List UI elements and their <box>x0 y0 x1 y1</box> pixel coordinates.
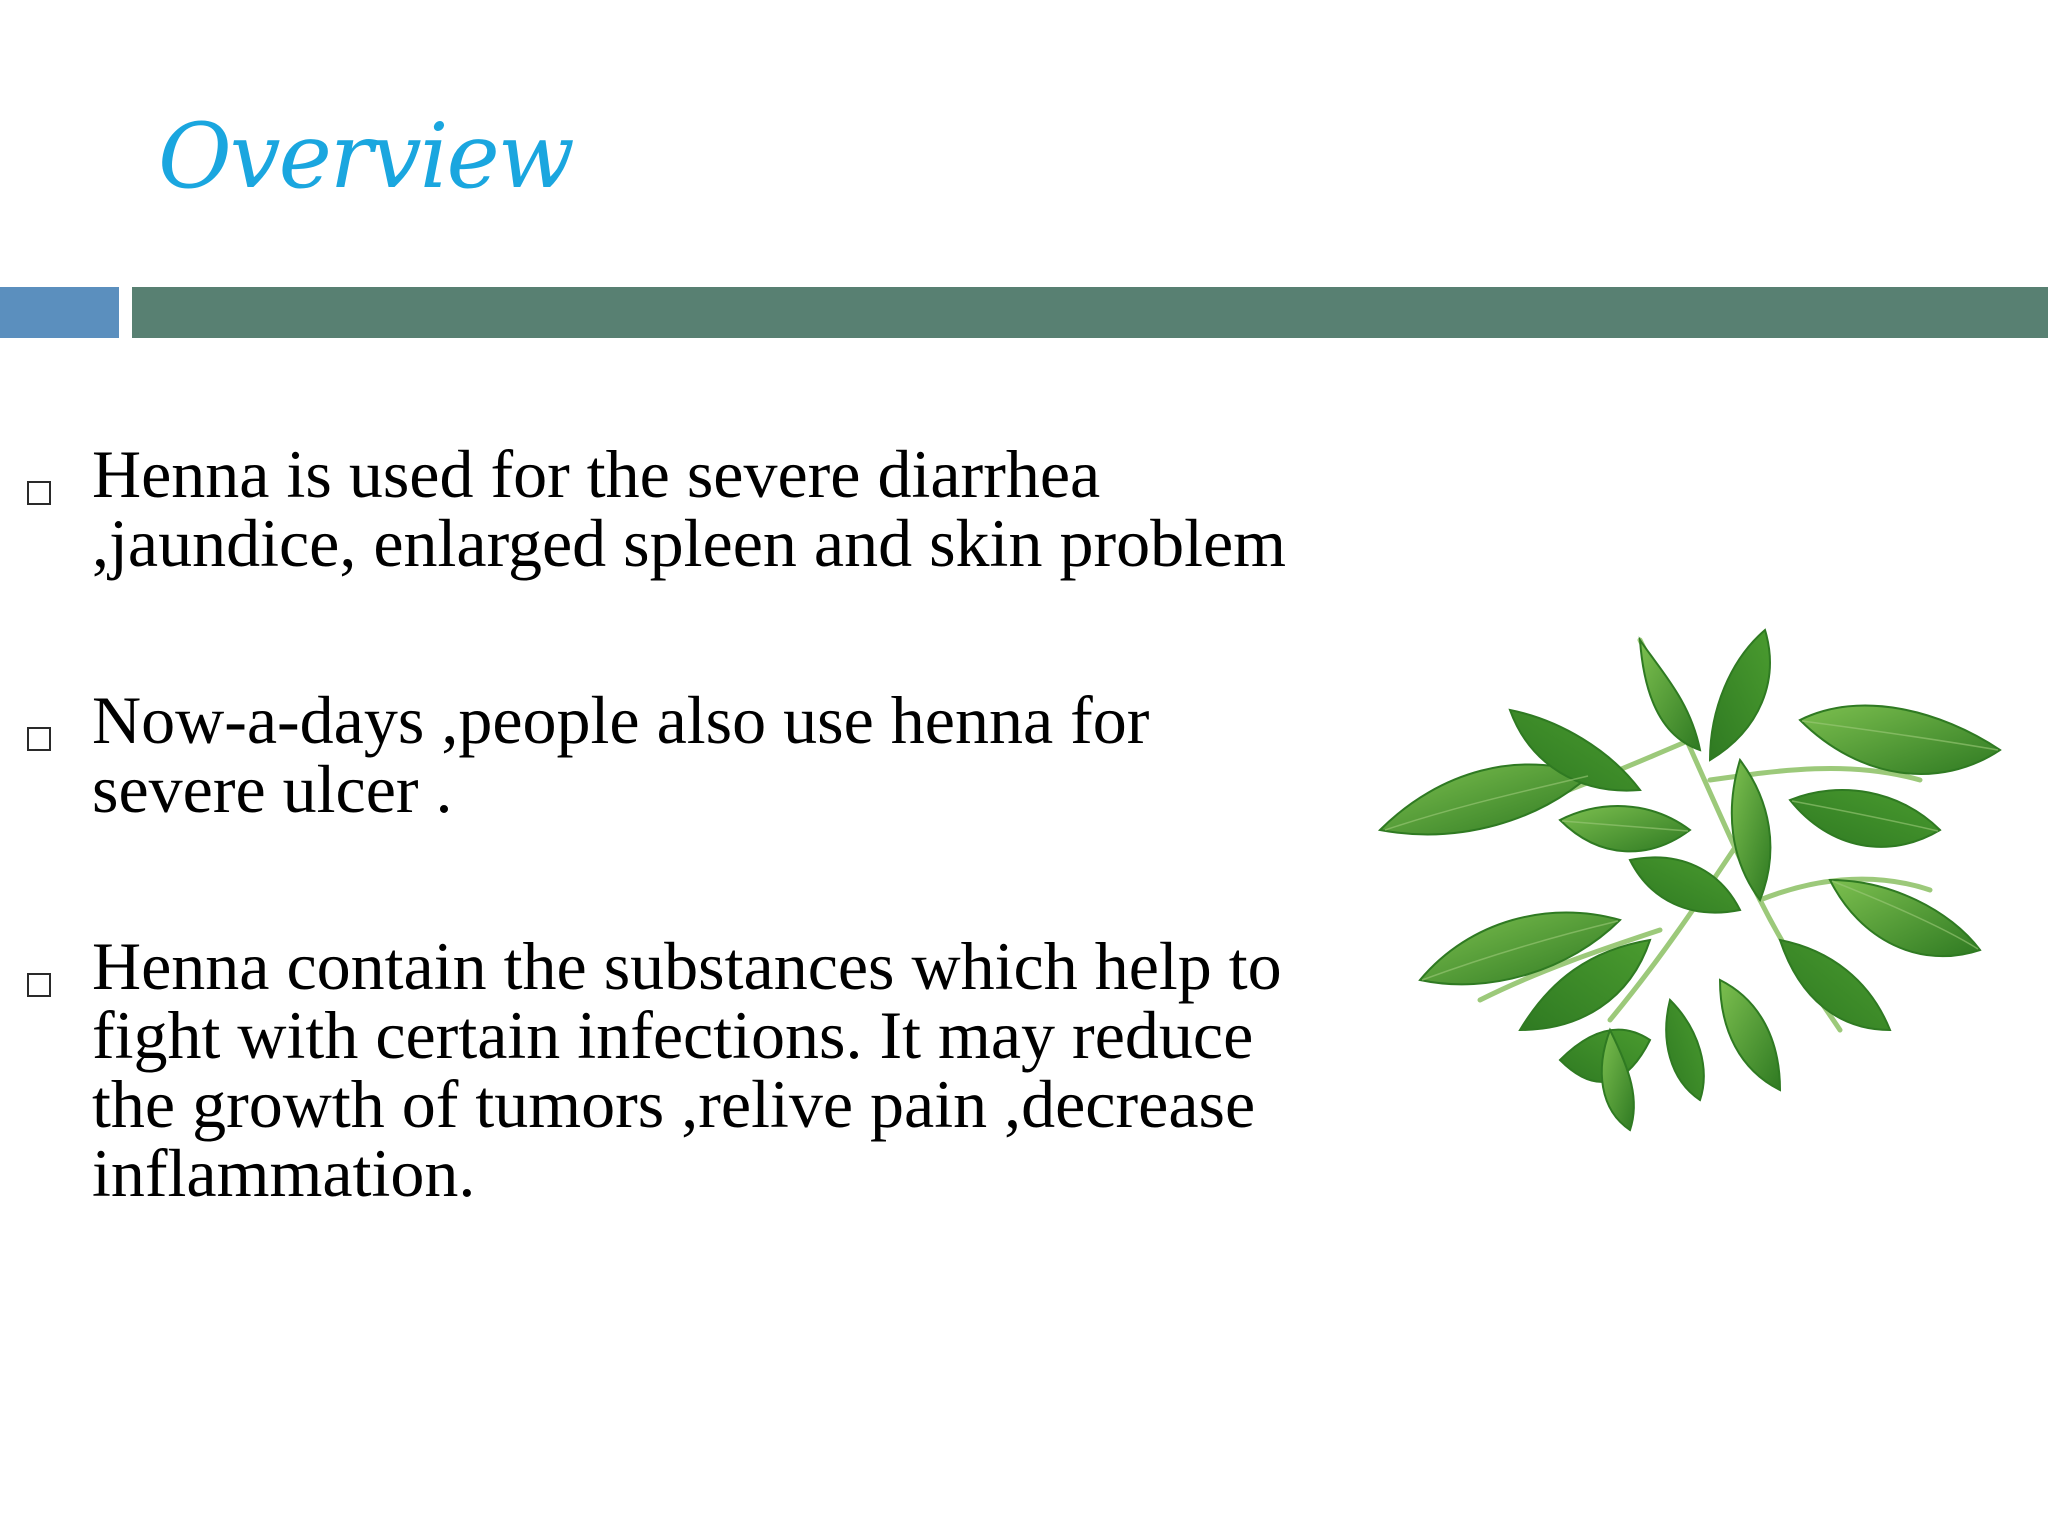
title-accent-bar-short <box>0 287 119 338</box>
bullet-line: Now-a-days ,people also use henna for <box>92 682 1150 758</box>
henna-leaves-icon <box>1360 600 2020 1140</box>
bullet-line: inflammation. <box>92 1135 476 1211</box>
hollow-square-bullet-icon <box>27 481 51 505</box>
bullet-line: ,jaundice, enlarged spleen and skin problem <box>92 505 1287 581</box>
bullet-line: fight with certain infections. It may reduce <box>92 997 1254 1073</box>
slide-title: Overview <box>158 104 573 209</box>
bullet-line: severe ulcer . <box>92 751 453 827</box>
bullet-text <box>92 928 1382 1211</box>
title-accent-bar-long <box>132 287 2048 338</box>
bullet-line: the growth of tumors ,relive pain ,decrease <box>92 1066 1256 1142</box>
bullet-line: Henna is used for the severe diarrhea <box>92 436 1101 512</box>
hollow-square-bullet-icon <box>27 973 51 997</box>
bullet-text <box>92 682 1382 827</box>
bullet-text <box>92 436 1382 581</box>
bullet-line: Henna contain the substances which help to <box>92 928 1282 1004</box>
hollow-square-bullet-icon <box>27 727 51 751</box>
